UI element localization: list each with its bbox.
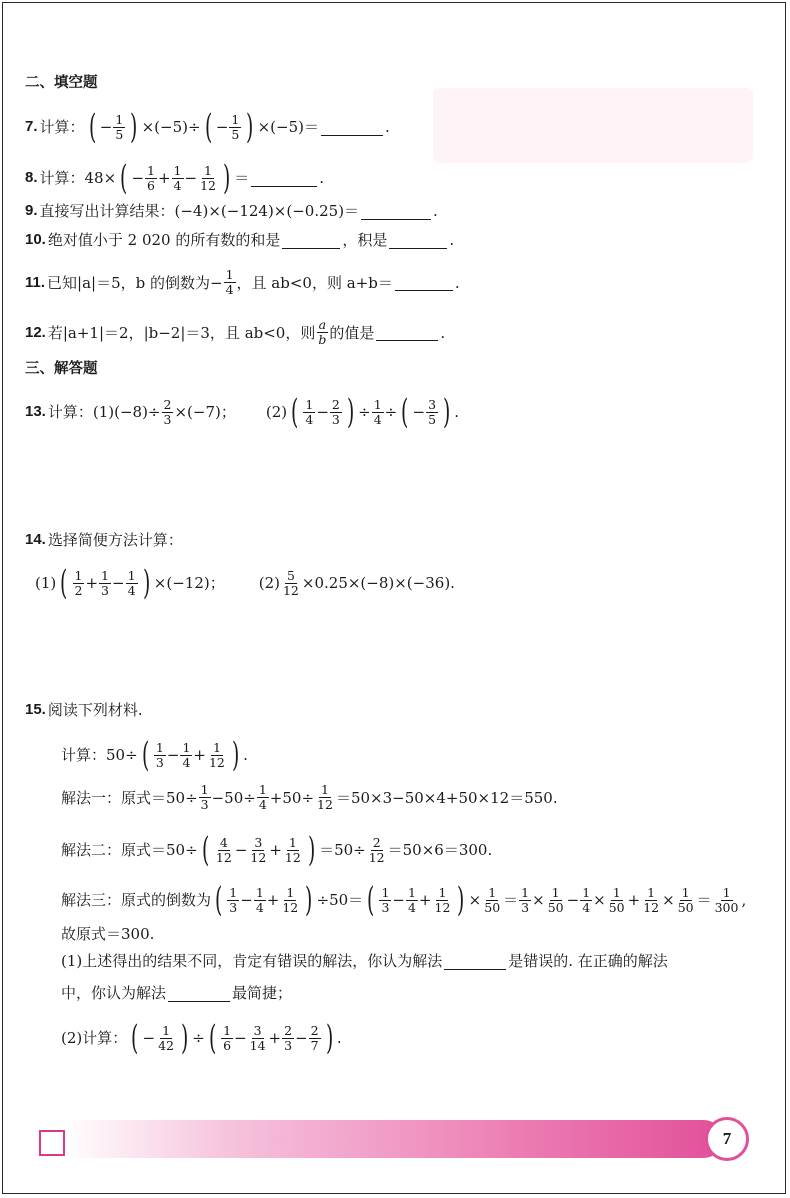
- question-text: ×(−12)；: [153, 574, 225, 592]
- worksheet-page: [2, 2, 786, 1194]
- fraction: $\frac{1}{3}$: [101, 567, 109, 598]
- question-text: (1)上述得出的结果不同，肯定有错误的解法，你认为解法: [61, 952, 443, 970]
- fraction: $\frac{1}{4}$: [182, 739, 191, 770]
- answer-blank-sum[interactable]: [282, 232, 340, 249]
- question-text: 直接写出计算结果：(−4)×(−124)×(−0.25)＝: [39, 202, 360, 220]
- question-text: 选择简便方法计算：: [47, 531, 183, 549]
- fraction: $\frac{1}{4}$: [582, 884, 591, 915]
- fraction: $\frac{1}{6}$: [147, 162, 155, 193]
- question-14: [25, 530, 183, 550]
- fraction: $\frac{3}{12}$: [250, 834, 267, 865]
- question-text: 阅读下列材料.: [47, 701, 143, 719]
- fraction: $\frac{1}{3}$: [200, 782, 209, 812]
- fraction: $\frac{1}{2}$: [74, 567, 83, 598]
- question-text: 若|a+1|＝2，|b−2|＝3，且 ab<0，则: [47, 323, 316, 342]
- question-text: ，积是: [342, 231, 388, 249]
- q15-subquestion-2: (2)计算： ( − $\frac{1}{42}$ ) ÷ ( $\frac{1}{6}$ − $\frac{3}{14}$ + $\frac{2}{3}$ − $\frac{2}{7}$ ) .: [61, 1018, 342, 1058]
- question-text: ＝50×6＝300.: [387, 841, 493, 859]
- q15-subquestion-1: [61, 951, 668, 971]
- page-number: [705, 1117, 749, 1161]
- fraction: $\frac{1}{12}$: [200, 162, 216, 193]
- question-number: 13.: [25, 403, 46, 420]
- fraction: $\frac{1}{3}$: [155, 739, 164, 770]
- question-text: 计算：(1)(−8)÷: [47, 403, 161, 421]
- fraction: $\frac{1}{50}$: [608, 884, 625, 915]
- fraction: $\frac{5}{12}$: [282, 567, 299, 598]
- fraction: $\frac{2}{7}$: [310, 1022, 319, 1053]
- fraction: $\frac{1}{50}$: [677, 884, 694, 915]
- question-number: 7.: [25, 118, 38, 135]
- fraction: $\frac{4}{12}$: [215, 834, 232, 865]
- fraction: $\frac{1}{4}$: [127, 567, 136, 598]
- section-title: 三、解答题: [25, 361, 98, 377]
- question-7: 7. 计算： ( − $\frac{1}{5}$ ) ×(−5)÷ ( − $\frac{1}{5}$ ) ×(−5)＝ .: [25, 107, 390, 147]
- answer-blank[interactable]: [395, 274, 453, 291]
- fraction: $\frac{1}{4}$: [305, 396, 314, 427]
- question-text: 是错误的. 在正确的解法: [508, 952, 668, 970]
- question-text: 的值是: [329, 323, 375, 342]
- fraction: $\frac{1}{12}$: [282, 884, 299, 915]
- question-15: [25, 700, 143, 720]
- fraction: $\frac{1}{6}$: [223, 1022, 232, 1053]
- question-number: 11.: [25, 273, 46, 291]
- expression-text: ×(−5)÷: [141, 118, 201, 136]
- fraction: $\frac{2}{3}$: [284, 1022, 293, 1053]
- question-text: 故原式＝300.: [61, 925, 155, 943]
- question-text: 最简捷；: [232, 984, 293, 1002]
- section-heading-fill-in: [25, 73, 98, 93]
- footer-square-mark: [39, 1130, 65, 1156]
- answer-blank[interactable]: [321, 119, 383, 136]
- fraction: $\frac{a}{b}$: [318, 317, 327, 347]
- q15-method-3: 解法三：原式的倒数为 ( $\frac{1}{3}$ − $\frac{1}{4}$ + $\frac{1}{12}$ ) ÷50＝ ( $\frac{1}{3}$ − $\frac{1}{4}$ + $\frac{1}{12}$ ) × $\frac{1}{50}$ ＝ $\frac{1}{3}$ × $\frac{1}{50}$ − $\frac{1}{4}$ × $\frac{1}{50}$ + $\frac{1}{12}$ × $\frac{1}{50}$ ＝ $\frac{1}{300}$ ,: [61, 880, 747, 920]
- fraction: $\frac{1}{12}$: [284, 834, 301, 865]
- q15-method-2: 解法二：原式＝50÷ ( $\frac{4}{12}$ − $\frac{3}{12}$ + $\frac{1}{12}$ ) ＝50÷ $\frac{2}{12}$ ＝50×6＝300.: [61, 830, 493, 870]
- question-number: 10.: [25, 231, 46, 248]
- fraction: $\frac{1}{4}$: [258, 782, 267, 812]
- fraction: $\frac{1}{4}$: [255, 884, 264, 915]
- fraction: $\frac{3}{5}$: [428, 396, 437, 427]
- answer-blank-best-method[interactable]: [168, 985, 230, 1002]
- question-lead: 计算：: [39, 118, 85, 136]
- fraction: $\frac{1}{5}$: [115, 111, 124, 142]
- question-9: 9. 直接写出计算结果：(−4)×(−124)×(−0.25)＝ .: [25, 202, 438, 220]
- question-number: 9.: [25, 202, 38, 219]
- section-heading-solutions: [25, 359, 98, 379]
- fraction: $\frac{1}{300}$: [714, 884, 739, 915]
- q15-conclusion: [61, 924, 154, 944]
- fraction: $\frac{1}{4}$: [373, 396, 382, 427]
- question-text: 解法三：原式的倒数为: [61, 891, 212, 909]
- fraction: $\frac{1}{12}$: [208, 739, 225, 770]
- bleed-through-shade: [433, 88, 753, 163]
- question-14-parts: (1) ( $\frac{1}{2}$ + $\frac{1}{3}$ − $\frac{1}{4}$ ) ×(−12)； (2) $\frac{5}{12}$ ×0.25×(−8)×(−36).: [35, 563, 455, 603]
- question-text: ＝50×3−50×4+50×12＝550.: [335, 788, 558, 807]
- fraction: $\frac{2}{3}$: [331, 396, 340, 427]
- fraction: $\frac{1}{12}$: [643, 884, 660, 915]
- q15-subquestion-1-cont: [61, 983, 292, 1003]
- answer-blank[interactable]: [251, 170, 317, 187]
- fraction: $\frac{1}{4}$: [225, 267, 234, 297]
- q15-calc-line: 计算：50÷ ( $\frac{1}{3}$ − $\frac{1}{4}$ + $\frac{1}{12}$ ) .: [61, 735, 248, 775]
- answer-blank-wrong-method[interactable]: [444, 953, 506, 970]
- fraction: $\frac{1}{12}$: [317, 782, 333, 812]
- fraction: $\frac{1}{3}$: [521, 884, 530, 915]
- question-text: ×0.25×(−8)×(−36).: [301, 574, 455, 592]
- question-text: 计算：50÷: [61, 746, 138, 764]
- question-number: 8.: [25, 169, 38, 186]
- question-number: 15.: [25, 701, 46, 718]
- answer-blank[interactable]: [361, 203, 431, 220]
- fraction: $\frac{1}{42}$: [158, 1022, 174, 1053]
- question-number: 12.: [25, 323, 46, 341]
- question-text: (2)计算：: [61, 1029, 128, 1047]
- question-12: 12. 若|a+1|＝2，|b−2|＝3，且 ab<0，则 $\frac{a}{b}$ 的值是 .: [25, 317, 446, 347]
- question-13: 13. 计算：(1)(−8)÷ $\frac{2}{3}$ ×(−7)； (2) ( $\frac{1}{4}$ − $\frac{2}{3}$ ) ÷ $\frac{1}{4}$ ÷ ( − $\frac{3}{5}$ ) .: [25, 392, 460, 432]
- fraction: $\frac{1}{12}$: [434, 884, 451, 915]
- question-text: 绝对值小于 2 020 的所有数的和是: [47, 231, 281, 249]
- footer-gradient-bar: [63, 1120, 723, 1158]
- question-10: 10. 绝对值小于 2 020 的所有数的和是 ，积是 .: [25, 231, 455, 249]
- question-text: 中，你认为解法: [61, 984, 167, 1002]
- fraction: $\frac{1}{3}$: [229, 884, 238, 915]
- question-text: 已知|a|＝5，b 的倒数为−: [47, 273, 223, 292]
- q15-method-1: 解法一：原式＝50÷ $\frac{1}{3}$ −50÷ $\frac{1}{4}$ +50÷ $\frac{1}{12}$ ＝50×3−50×4+50×12＝550.: [61, 782, 558, 812]
- fraction: $\frac{1}{3}$: [381, 884, 390, 915]
- question-text: 解法二：原式＝50÷: [61, 841, 198, 859]
- expression-text: ×(−5)＝: [257, 118, 319, 136]
- fraction: $\frac{1}{5}$: [231, 111, 240, 142]
- fraction: $\frac{2}{12}$: [368, 834, 385, 865]
- question-text: ，且 ab<0，则 a+b＝: [236, 273, 393, 292]
- question-number: 14.: [25, 531, 46, 548]
- page-number-text: 7: [722, 1129, 732, 1148]
- fraction: $\frac{1}{50}$: [484, 884, 501, 915]
- answer-blank-product[interactable]: [389, 232, 447, 249]
- answer-blank[interactable]: [376, 324, 438, 341]
- question-11: 11. 已知|a|＝5，b 的倒数为− $\frac{1}{4}$ ，且 ab<0，则 a+b＝ .: [25, 267, 460, 297]
- fraction: $\frac{2}{3}$: [163, 396, 172, 427]
- question-text: ×(−7)；: [174, 403, 236, 421]
- fraction: $\frac{3}{14}$: [249, 1022, 266, 1053]
- question-8: 8. 计算：48× ( − $\frac{1}{6}$ + $\frac{1}{4}$ − $\frac{1}{12}$ ) ＝ .: [25, 158, 325, 198]
- question-lead: 计算：48×: [39, 169, 117, 187]
- section-title: 二、填空题: [25, 75, 98, 91]
- fraction: $\frac{1}{4}$: [173, 162, 182, 193]
- question-text: 解法一：原式＝50÷: [61, 788, 198, 807]
- fraction: $\frac{1}{4}$: [407, 884, 416, 915]
- fraction: $\frac{1}{50}$: [547, 884, 564, 915]
